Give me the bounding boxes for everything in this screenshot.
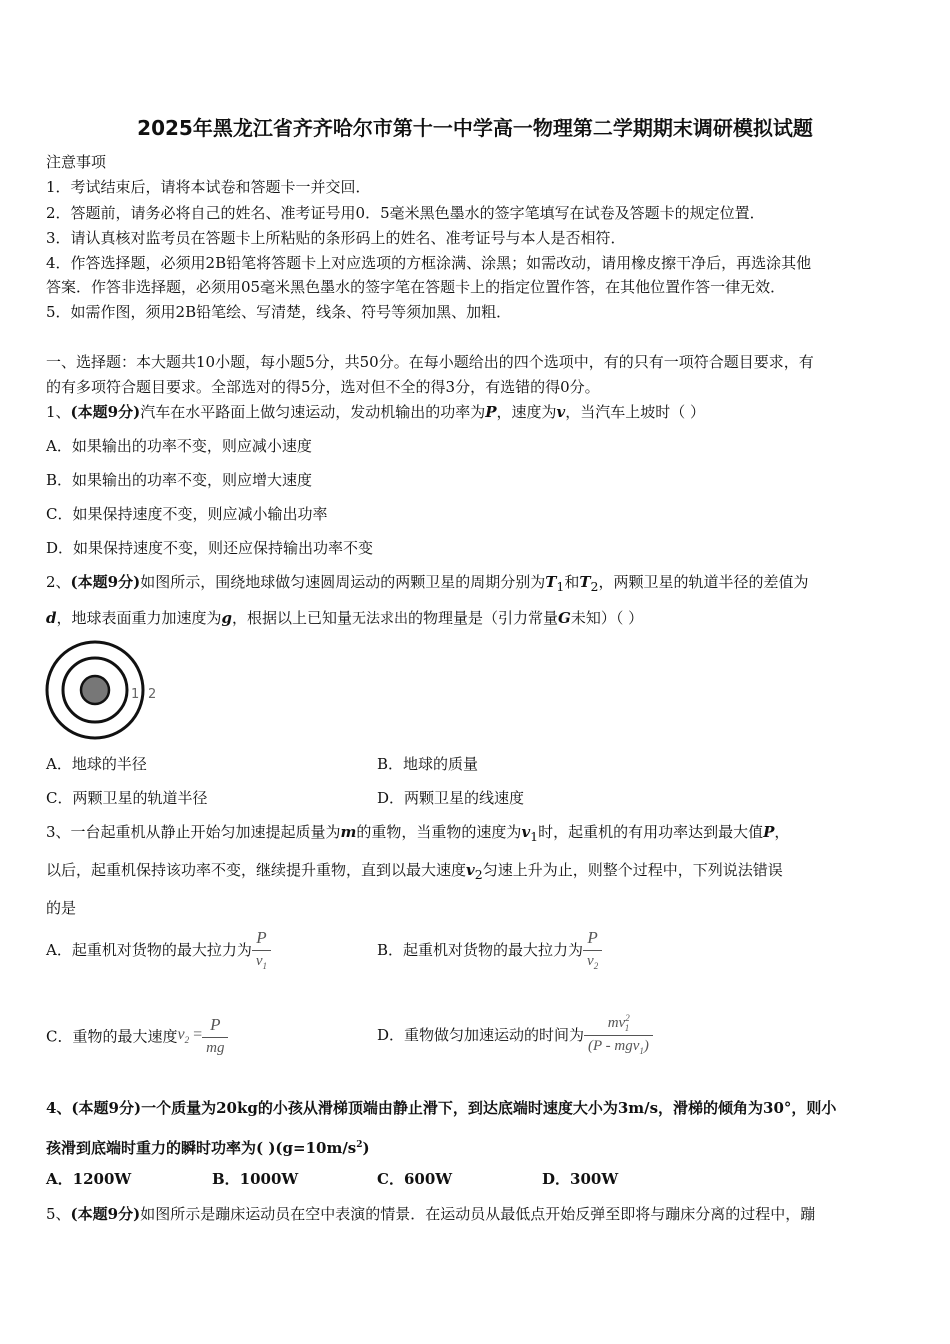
question-3-stem: 3、一台起重机从静止开始匀加速提起质量为m的重物，当重物的速度为$v_1$时，起重机的有用功率达到最大值P， xyxy=(46,823,790,844)
question-4-option-d[interactable]: D．300W xyxy=(542,1170,619,1188)
fraction-p-over-v2: $\frac{P}{v_2}$ xyxy=(583,928,602,971)
question-4-stem-cont: 孩滑到底端时重力的瞬时功率为( )$(g=10m/s^2)$ xyxy=(46,1139,370,1157)
question-2-option-c[interactable]: C．两颗卫星的轨道半径 xyxy=(46,789,208,807)
notice-item: 答案．作答非选择题，必须用05毫米黑色墨水的签字笔在答题卡上的指定位置作答，在其他位置作答一律无效． xyxy=(46,278,786,296)
question-3-option-d[interactable]: D．重物做匀加速运动的时间为 $\frac{mv^2_1}{(P - mgv_1)}$ xyxy=(377,1013,653,1056)
notice-item: 2．答题前，请务必将自己的姓名、准考证号用0．5毫米黑色墨水的签字笔填写在试卷及答题卡的规定位置． xyxy=(46,204,765,222)
earth-circle xyxy=(81,676,109,704)
orbit-label-2: 2 xyxy=(148,687,157,702)
question-1-option-b[interactable]: B．如果输出的功率不变，则应增大速度 xyxy=(46,471,313,489)
section-intro: 一、选择题：本大题共10小题，每小题5分，共50分。在每小题给出的四个选项中，有的只有一项符合题目要求，有 xyxy=(46,353,814,371)
question-4-stem: 4、(本题9分)一个质量为20kg的小孩从滑梯顶端由静止滑下，到达底端时速度大小为3m/s，滑梯的倾角为30°，则小 xyxy=(46,1099,837,1117)
question-2-option-d[interactable]: D．两颗卫星的线速度 xyxy=(377,789,525,807)
question-4-option-c[interactable]: C．600W xyxy=(377,1170,453,1188)
notice-item: 3．请认真核对监考员在答题卡上所粘贴的条形码上的姓名、准考证号与本人是否相符． xyxy=(46,229,626,247)
question-2-option-a[interactable]: A．地球的半径 xyxy=(46,755,147,773)
orbit-label-1: 1 xyxy=(131,687,140,702)
page-title: 2025年黑龙江省齐齐哈尔市第十一中学高一物理第二学期期末调研模拟试题 xyxy=(137,116,813,140)
notice-item: 1．考试结束后，请将本试卷和答题卡一并交回． xyxy=(46,178,371,196)
question-4-option-b[interactable]: B．1000W xyxy=(212,1170,299,1188)
fraction-p-over-v1: $\frac{P}{v_1}$ xyxy=(252,928,271,971)
question-1-option-c[interactable]: C．如果保持速度不变，则应减小输出功率 xyxy=(46,505,328,523)
notice-item: 4．作答选择题，必须用2B铅笔将答题卡上对应选项的方框涂满、涂黑；如需改动，请用橡皮擦干净后，再选涂其他 xyxy=(46,254,812,272)
section-intro: 的有多项符合题目要求。全部选对的得5分，选对但不全的得3分，有选错的得0分。 xyxy=(46,378,600,396)
question-3-option-b[interactable]: B．起重机对货物的最大拉力为 $\frac{P}{v_2}$ xyxy=(377,928,602,971)
question-1-option-d[interactable]: D．如果保持速度不变，则还应保持输出功率不变 xyxy=(46,539,374,557)
question-2-option-b[interactable]: B．地球的质量 xyxy=(377,755,479,773)
question-5-stem: 5、(本题9分)如图所示是蹦床运动员在空中表演的情景．在运动员从最低点开始反弹至即将与蹦床分离的过程中，蹦 xyxy=(46,1205,816,1223)
notice-heading: 注意事项 xyxy=(46,153,107,171)
orbit-diagram xyxy=(40,638,170,748)
question-3-option-a[interactable]: A．起重机对货物的最大拉力为 $\frac{P}{v_1}$ xyxy=(46,928,271,971)
notice-item: 5．如需作图，须用2B铅笔绘、写清楚，线条、符号等须加黑、加粗． xyxy=(46,303,512,321)
question-3-stem-cont: 以后，起重机保持该功率不变，继续提升重物，直到以最大速度$v_2$匀速上升为止，则整个过程中，下列说法错误 xyxy=(46,861,783,882)
question-3-option-c[interactable]: C．重物的最大速度$v_2$ = $\frac{P}{mg}$ xyxy=(46,1015,228,1057)
question-2-stem-cont: d，地球表面重力加速度为g，根据以上已知量无法求出的物理量是（引力常量G未知）（ ） xyxy=(46,609,644,627)
question-4-option-a[interactable]: A．1200W xyxy=(46,1170,132,1188)
fraction-acceleration-time: $\frac{mv^2_1}{(P - mgv_1)}$ xyxy=(584,1013,653,1056)
question-1-option-a[interactable]: A．如果输出的功率不变，则应减小速度 xyxy=(46,437,312,455)
question-2-stem: 2、(本题9分)如图所示，围绕地球做匀速圆周运动的两颗卫星的周期分别为$T_1$和$T_2$，两颗卫星的轨道半径的差值为 xyxy=(46,573,809,594)
question-3-stem-end: 的是 xyxy=(46,899,77,917)
fraction-p-over-mg: $\frac{P}{mg}$ xyxy=(202,1015,228,1057)
question-1-stem: 1、(本题9分)汽车在水平路面上做匀速运动，发动机输出的功率为P，速度为v，当汽车上坡时（ ） xyxy=(46,403,705,421)
